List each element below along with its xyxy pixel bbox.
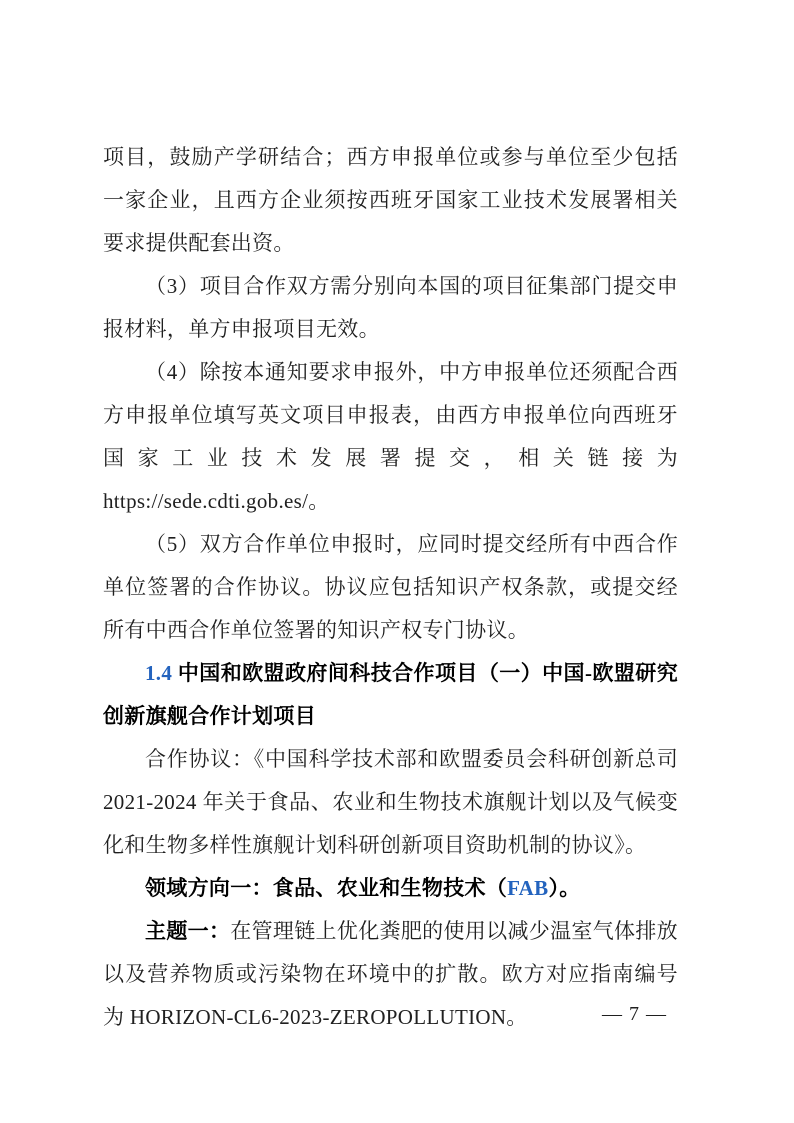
paragraph-continuation xyxy=(103,136,678,265)
field-direction-prefix: 领域方向一：食品、农业和生物技术（ xyxy=(145,876,508,900)
paragraph-item-5 xyxy=(103,523,678,652)
paragraph-continuation-text: 项目，鼓励产学研结合；西方申报单位或参与单位至少包括一家企业，且西方企业须按西班牙国家工业技术发展署相关要求提供配套出资。 xyxy=(103,145,678,255)
paragraph-item-3-text: （3）项目合作双方需分别向本国的项目征集部门提交申报材料，单方申报项目无效。 xyxy=(103,274,678,341)
paragraph-agreement-text: 合作协议：《中国科学技术部和欧盟委员会科研创新总司 2021-2024 年关于食品、农业和生物技术旗舰计划以及气候变化和生物多样性旗舰计划科研创新项目资助机制的协议》。 xyxy=(103,747,678,857)
field-direction-abbr: FAB xyxy=(507,876,549,900)
paragraph-item-3 xyxy=(103,265,678,351)
topic-1-text: 在管理链上优化粪肥的使用以减少温室气体排放以及营养物质或污染物在环境中的扩散。欧方对应指南编号为 HORIZON-CL6-2023-ZEROPOLLUTION。 xyxy=(103,919,678,1029)
paragraph-item-4 xyxy=(103,351,678,523)
section-heading-1-4 xyxy=(103,652,678,738)
document-body xyxy=(103,136,678,1039)
paragraph-topic-1 xyxy=(103,910,678,1039)
paragraph-agreement xyxy=(103,738,678,867)
topic-1-label: 主题一： xyxy=(145,919,231,943)
field-direction-heading xyxy=(103,867,678,910)
field-direction-suffix: ）。 xyxy=(548,876,581,900)
page-number: — 7 — xyxy=(602,1003,667,1025)
section-number: 1.4 xyxy=(145,661,173,685)
paragraph-item-4-text: （4）除按本通知要求申报外，中方申报单位还须配合西方申报单位填写英文项目申报表，由西方申报单位向西班牙国家工业技术发展署提交，相关链接为 https://sede.cdti.gob.es/。 xyxy=(103,360,678,513)
paragraph-item-5-text: （5）双方合作单位申报时，应同时提交经所有中西合作单位签署的合作协议。协议应包括知识产权条款，或提交经所有中西合作单位签署的知识产权专门协议。 xyxy=(103,532,678,642)
section-title: 中国和欧盟政府间科技合作项目（一）中国-欧盟研究创新旗舰合作计划项目 xyxy=(103,661,678,728)
